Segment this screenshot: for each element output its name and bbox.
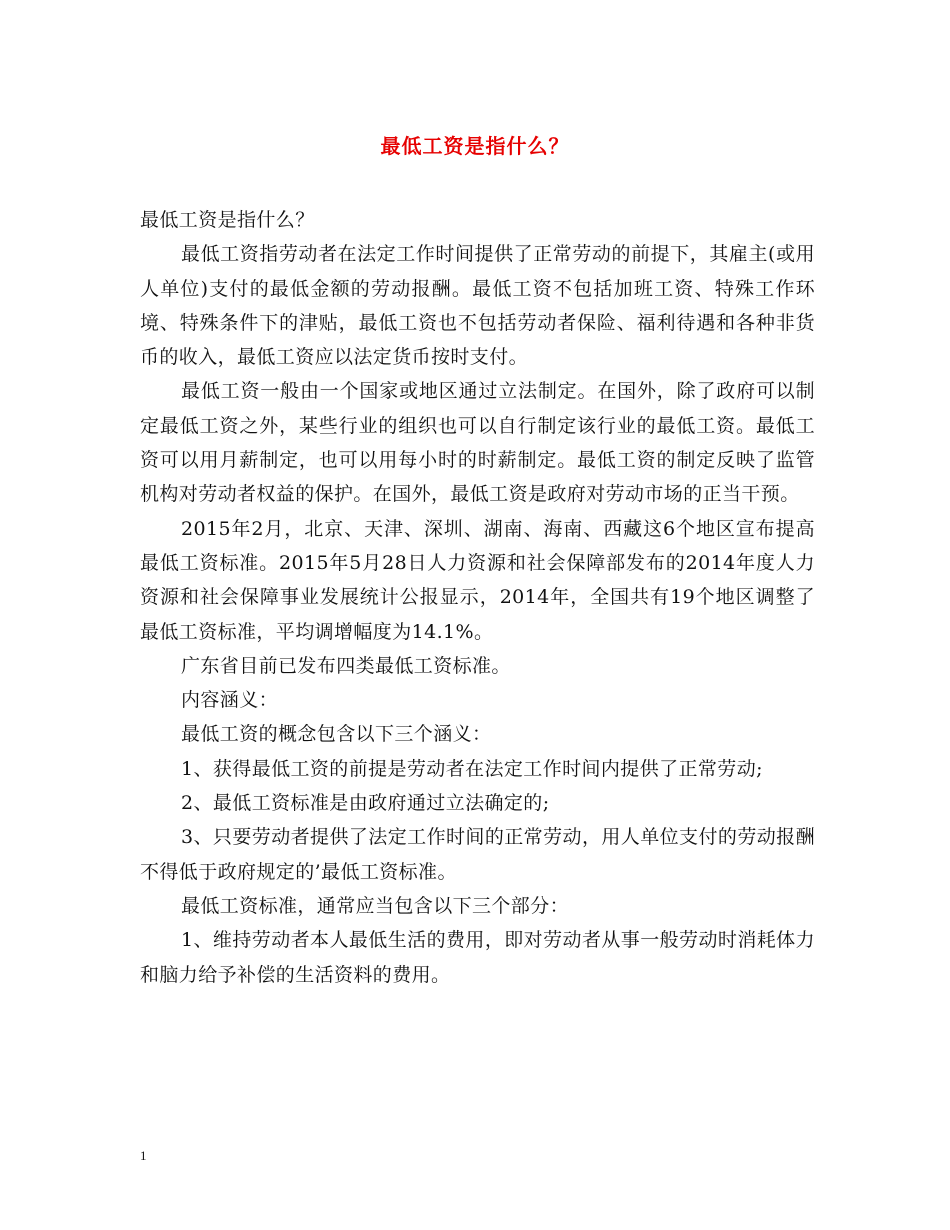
paragraph: 内容涵义： [181,689,279,712]
paragraph: 最低工资指劳动者在法定工作时间提供了正常劳动的前提下，其雇主(或用人单位)支付的最低金额的劳动报酬。最低工资不包括加班工资、特殊工作环境、特殊条件下的津贴，最低工资也不包括劳动者保险、福利待遇和各种非货币的收入，最低工资应以法定货币按时支付。 [140,243,815,369]
paragraph: 3、只要劳动者提供了法定工作时间的正常劳动，用人单位支付的劳动报酬不得低于政府规定的’最低工资标准。 [140,826,815,883]
paragraph: 2、最低工资标准是由政府通过立法确定的; [181,792,550,815]
paragraph: 1、维持劳动者本人最低生活的费用，即对劳动者从事一般劳动时消耗体力和脑力给予补偿的生活资料的费用。 [140,929,815,986]
paragraph: 最低工资的概念包含以下三个涵义： [181,723,492,746]
paragraph: 最低工资一般由一个国家或地区通过立法制定。在国外，除了政府可以制定最低工资之外，某些行业的组织也可以自行制定该行业的最低工资。最低工资可以用月薪制定，也可以用每小时的时薪制定。最低工资的制定反映了监管机构对劳动者权益的保护。在国外，最低工资是政府对劳动市场的正当干预。 [140,380,815,506]
paragraph: 广东省目前已发布四类最低工资标准。 [181,654,511,677]
page-number: 1 [140,1148,147,1163]
paragraph: 2015年2月，北京、天津、深圳、湖南、海南、西藏这6个地区宣布提高最低工资标准。2015年5月28日人力资源和社会保障部发布的2014年度人力资源和社会保障事业发展统计公报显示，2014年，全国共有19个地区调整了最低工资标准，平均调增幅度为14.1%。 [140,517,815,643]
document-body [140,203,815,992]
paragraph: 最低工资是指什么？ [140,209,315,231]
paragraph: 最低工资标准，通常应当包含以下三个部分： [181,894,570,917]
paragraph: 1、获得最低工资的前提是劳动者在法定工作时间内提供了正常劳动; [181,757,763,780]
document-title: 最低工资是指什么？ [380,134,570,158]
